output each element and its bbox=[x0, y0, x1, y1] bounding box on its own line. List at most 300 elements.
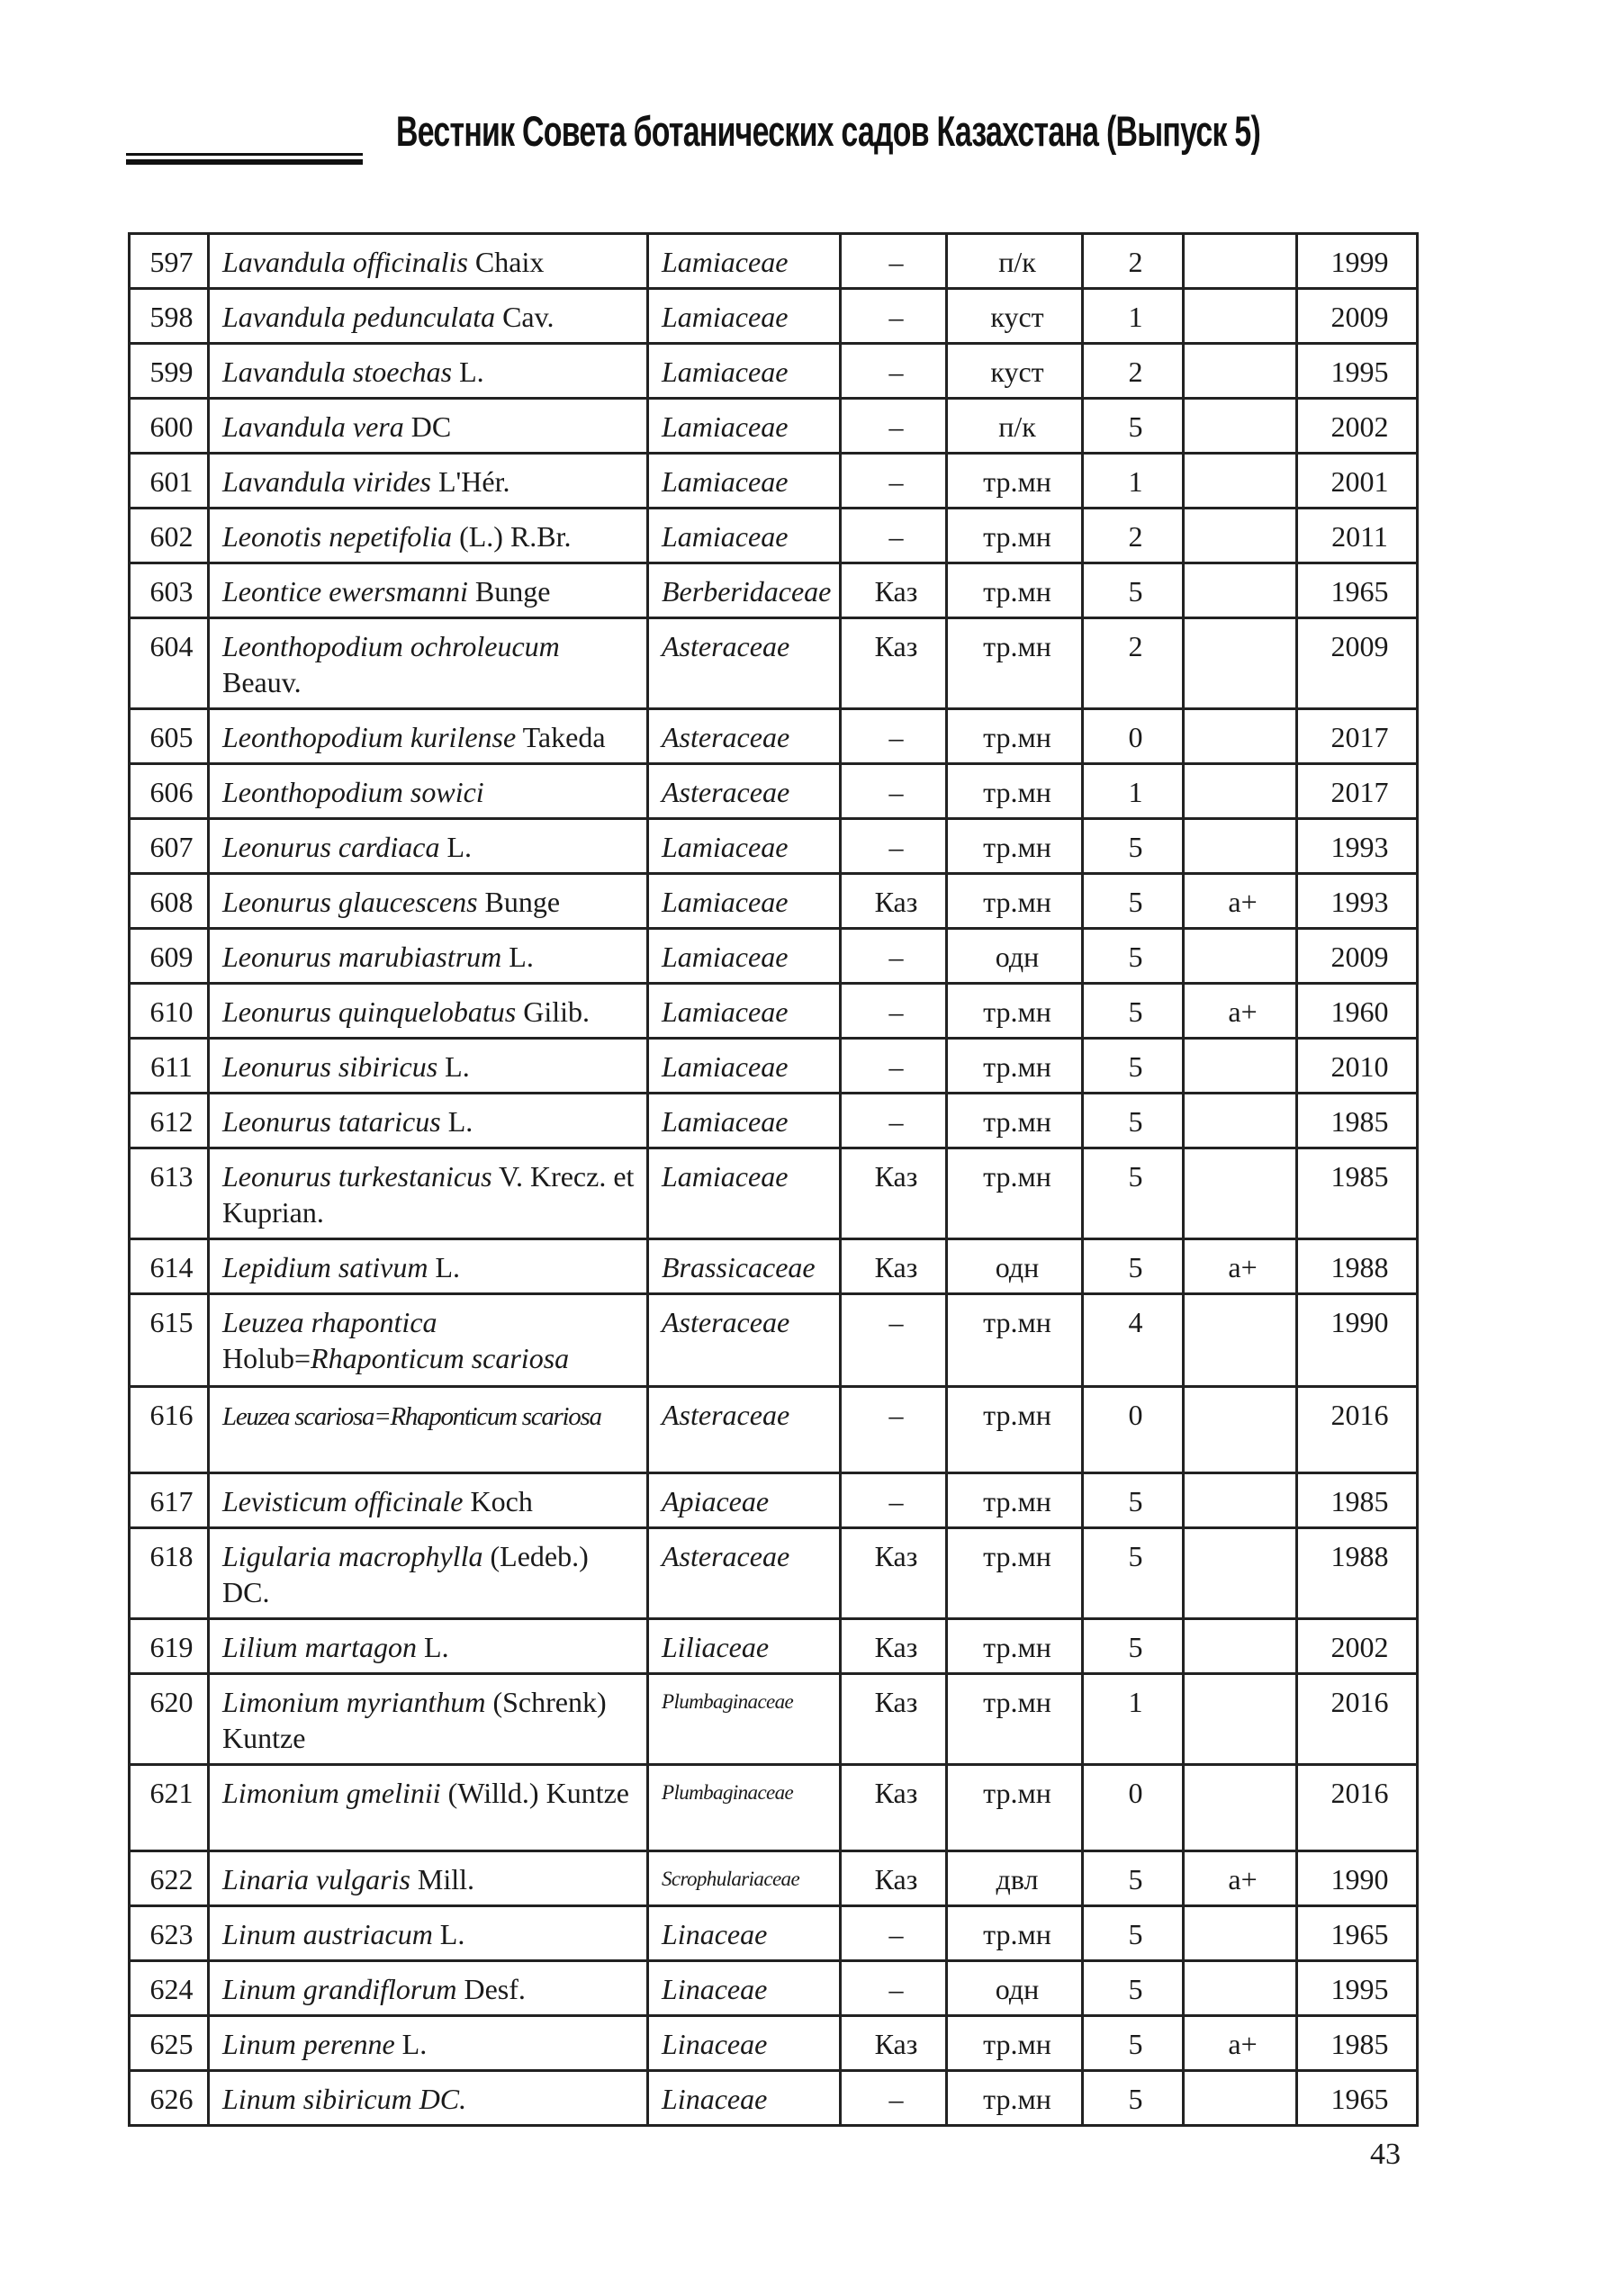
status-cell: – bbox=[841, 2071, 947, 2126]
table-row bbox=[130, 1473, 1418, 1528]
mark-cell bbox=[1184, 1387, 1297, 1473]
species-name bbox=[209, 1294, 648, 1387]
status-cell: – bbox=[841, 1294, 947, 1387]
life-form-cell: тр.мн bbox=[947, 984, 1083, 1039]
mark-cell bbox=[1184, 618, 1297, 709]
table-row bbox=[130, 344, 1418, 399]
score-cell: 2 bbox=[1083, 234, 1184, 289]
species-binomial: Limonium myrianthum bbox=[222, 1686, 486, 1718]
row-number: 609 bbox=[130, 929, 209, 984]
species-name bbox=[209, 1239, 648, 1294]
table-row bbox=[130, 1239, 1418, 1294]
row-number: 606 bbox=[130, 764, 209, 819]
status-cell: Каз bbox=[841, 1765, 947, 1851]
table-row bbox=[130, 509, 1418, 563]
life-form-cell: тр.мн bbox=[947, 1674, 1083, 1765]
status-cell: – bbox=[841, 1387, 947, 1473]
species-author: L. bbox=[401, 2028, 428, 2060]
family-name: Asteraceae bbox=[648, 709, 841, 764]
species-binomial: Leonotis nepetifolia bbox=[222, 520, 453, 553]
family-name: Berberidaceae bbox=[648, 563, 841, 618]
year-cell: 2017 bbox=[1297, 709, 1418, 764]
family-name: Asteraceae bbox=[648, 1387, 841, 1473]
species-author: Gilib. bbox=[523, 995, 591, 1028]
species-author: DC bbox=[410, 410, 452, 443]
score-cell: 5 bbox=[1083, 1039, 1184, 1094]
year-cell: 1985 bbox=[1297, 2016, 1418, 2071]
species-author: Bunge bbox=[474, 575, 551, 608]
status-cell: – bbox=[841, 1039, 947, 1094]
species-name bbox=[209, 1094, 648, 1148]
species-name bbox=[209, 344, 648, 399]
species-name bbox=[209, 1528, 648, 1619]
species-binomial: Leuzea scariosa=Rhaponticum scariosa bbox=[222, 1402, 601, 1431]
row-number: 601 bbox=[130, 454, 209, 509]
species-author: (Willd.) Kuntze bbox=[447, 1777, 629, 1809]
species-name bbox=[209, 929, 648, 984]
table-row bbox=[130, 1674, 1418, 1765]
species-name bbox=[209, 984, 648, 1039]
table-row bbox=[130, 874, 1418, 929]
year-cell: 1988 bbox=[1297, 1239, 1418, 1294]
year-cell: 1995 bbox=[1297, 344, 1418, 399]
status-cell: – bbox=[841, 764, 947, 819]
year-cell: 2011 bbox=[1297, 509, 1418, 563]
species-binomial: Linaria vulgaris bbox=[222, 1863, 410, 1895]
species-name bbox=[209, 1851, 648, 1906]
score-cell: 4 bbox=[1083, 1294, 1184, 1387]
table-row bbox=[130, 399, 1418, 454]
row-number: 613 bbox=[130, 1148, 209, 1239]
year-cell: 1985 bbox=[1297, 1148, 1418, 1239]
family-name: Asteraceae bbox=[648, 618, 841, 709]
species-name bbox=[209, 1619, 648, 1674]
row-number: 607 bbox=[130, 819, 209, 874]
score-cell: 1 bbox=[1083, 454, 1184, 509]
species-name bbox=[209, 1765, 648, 1851]
mark-cell: а+ bbox=[1184, 2016, 1297, 2071]
life-form-cell: тр.мн bbox=[947, 1765, 1083, 1851]
life-form-cell: тр.мн bbox=[947, 2016, 1083, 2071]
score-cell: 5 bbox=[1083, 1473, 1184, 1528]
status-cell: – bbox=[841, 819, 947, 874]
mark-cell bbox=[1184, 2071, 1297, 2126]
year-cell: 2016 bbox=[1297, 1674, 1418, 1765]
table-row bbox=[130, 289, 1418, 344]
species-name bbox=[209, 709, 648, 764]
life-form-cell: тр.мн bbox=[947, 1039, 1083, 1094]
species-synonym: Rhaponticum scariosa bbox=[311, 1342, 570, 1374]
status-cell: Каз bbox=[841, 2016, 947, 2071]
mark-cell: а+ bbox=[1184, 1239, 1297, 1294]
family-name: Lamiaceae bbox=[648, 929, 841, 984]
species-name bbox=[209, 819, 648, 874]
mark-cell: а+ bbox=[1184, 1851, 1297, 1906]
table-row bbox=[130, 1039, 1418, 1094]
table-row bbox=[130, 2071, 1418, 2126]
table-row bbox=[130, 618, 1418, 709]
species-binomial: Lavandula stoechas bbox=[222, 356, 453, 388]
table-row bbox=[130, 1387, 1418, 1473]
life-form-cell: одн bbox=[947, 1239, 1083, 1294]
table-row bbox=[130, 2016, 1418, 2071]
life-form-cell: п/к bbox=[947, 399, 1083, 454]
family-name: Linaceae bbox=[648, 2071, 841, 2126]
mark-cell bbox=[1184, 1674, 1297, 1765]
mark-cell bbox=[1184, 1765, 1297, 1851]
life-form-cell: тр.мн bbox=[947, 1473, 1083, 1528]
life-form-cell: тр.мн bbox=[947, 563, 1083, 618]
species-binomial: Leonthopodium kurilense bbox=[222, 721, 517, 753]
year-cell: 1985 bbox=[1297, 1473, 1418, 1528]
year-cell: 2016 bbox=[1297, 1765, 1418, 1851]
score-cell: 5 bbox=[1083, 1239, 1184, 1294]
row-number: 626 bbox=[130, 2071, 209, 2126]
year-cell: 1993 bbox=[1297, 874, 1418, 929]
species-name bbox=[209, 618, 648, 709]
life-form-cell: тр.мн bbox=[947, 1294, 1083, 1387]
row-number: 621 bbox=[130, 1765, 209, 1851]
mark-cell: а+ bbox=[1184, 874, 1297, 929]
score-cell: 5 bbox=[1083, 819, 1184, 874]
status-cell: – bbox=[841, 709, 947, 764]
mark-cell bbox=[1184, 1039, 1297, 1094]
mark-cell bbox=[1184, 709, 1297, 764]
score-cell: 2 bbox=[1083, 618, 1184, 709]
species-author: L. bbox=[439, 1918, 465, 1950]
score-cell: 5 bbox=[1083, 2016, 1184, 2071]
species-binomial: Leonthopodium ochroleucum bbox=[222, 630, 560, 662]
status-cell: Каз bbox=[841, 1239, 947, 1294]
score-cell: 5 bbox=[1083, 563, 1184, 618]
row-number: 605 bbox=[130, 709, 209, 764]
row-number: 597 bbox=[130, 234, 209, 289]
species-author: (L.) R.Br. bbox=[459, 520, 572, 553]
family-name: Plumbaginaceae bbox=[648, 1765, 841, 1851]
header-rule bbox=[126, 153, 363, 165]
family-name: Brassicaceae bbox=[648, 1239, 841, 1294]
species-name bbox=[209, 874, 648, 929]
score-cell: 1 bbox=[1083, 764, 1184, 819]
species-author: L. bbox=[445, 1050, 470, 1083]
species-name bbox=[209, 1148, 648, 1239]
life-form-cell: тр.мн bbox=[947, 618, 1083, 709]
status-cell: Каз bbox=[841, 1148, 947, 1239]
family-name: Lamiaceae bbox=[648, 1094, 841, 1148]
species-binomial: Leonthopodium sowici bbox=[222, 776, 484, 808]
table-row bbox=[130, 709, 1418, 764]
score-cell: 5 bbox=[1083, 1094, 1184, 1148]
year-cell: 2009 bbox=[1297, 289, 1418, 344]
table-row bbox=[130, 234, 1418, 289]
year-cell: 1965 bbox=[1297, 2071, 1418, 2126]
species-name bbox=[209, 1674, 648, 1765]
row-number: 623 bbox=[130, 1906, 209, 1961]
score-cell: 5 bbox=[1083, 984, 1184, 1039]
status-cell: Каз bbox=[841, 1619, 947, 1674]
status-cell: – bbox=[841, 289, 947, 344]
mark-cell bbox=[1184, 1148, 1297, 1239]
table-row bbox=[130, 563, 1418, 618]
year-cell: 2009 bbox=[1297, 618, 1418, 709]
family-name: Lamiaceae bbox=[648, 819, 841, 874]
score-cell: 5 bbox=[1083, 929, 1184, 984]
year-cell: 2017 bbox=[1297, 764, 1418, 819]
status-cell: – bbox=[841, 509, 947, 563]
life-form-cell: тр.мн bbox=[947, 709, 1083, 764]
table-row bbox=[130, 1528, 1418, 1619]
life-form-cell: куст bbox=[947, 344, 1083, 399]
family-name: Lamiaceae bbox=[648, 289, 841, 344]
row-number: 622 bbox=[130, 1851, 209, 1906]
table-row bbox=[130, 1294, 1418, 1387]
row-number: 611 bbox=[130, 1039, 209, 1094]
row-number: 600 bbox=[130, 399, 209, 454]
life-form-cell: п/к bbox=[947, 234, 1083, 289]
row-number: 612 bbox=[130, 1094, 209, 1148]
life-form-cell: одн bbox=[947, 1961, 1083, 2016]
family-name: Linaceae bbox=[648, 2016, 841, 2071]
species-binomial: Leonurus sibiricus bbox=[222, 1050, 438, 1083]
year-cell: 1965 bbox=[1297, 563, 1418, 618]
score-cell: 0 bbox=[1083, 709, 1184, 764]
status-cell: – bbox=[841, 234, 947, 289]
species-binomial: Lavandula officinalis bbox=[222, 246, 468, 278]
family-name: Lamiaceae bbox=[648, 984, 841, 1039]
mark-cell bbox=[1184, 454, 1297, 509]
year-cell: 2002 bbox=[1297, 1619, 1418, 1674]
year-cell: 2009 bbox=[1297, 929, 1418, 984]
life-form-cell: тр.мн bbox=[947, 1387, 1083, 1473]
table-row bbox=[130, 819, 1418, 874]
species-name bbox=[209, 1961, 648, 2016]
species-author: Beauv. bbox=[222, 666, 302, 698]
score-cell: 1 bbox=[1083, 289, 1184, 344]
life-form-cell: тр.мн bbox=[947, 1094, 1083, 1148]
species-author: Chaix bbox=[474, 246, 545, 278]
life-form-cell: тр.мн bbox=[947, 874, 1083, 929]
species-name bbox=[209, 1906, 648, 1961]
species-name bbox=[209, 563, 648, 618]
row-number: 614 bbox=[130, 1239, 209, 1294]
status-cell: Каз bbox=[841, 563, 947, 618]
score-cell: 2 bbox=[1083, 509, 1184, 563]
table-row bbox=[130, 1765, 1418, 1851]
species-binomial: Levisticum officinale bbox=[222, 1485, 464, 1517]
species-author: L'Hér. bbox=[437, 465, 510, 498]
life-form-cell: тр.мн bbox=[947, 819, 1083, 874]
row-number: 599 bbox=[130, 344, 209, 399]
life-form-cell: двл bbox=[947, 1851, 1083, 1906]
score-cell: 5 bbox=[1083, 1906, 1184, 1961]
species-binomial: Leonurus tataricus bbox=[222, 1105, 441, 1138]
score-cell: 5 bbox=[1083, 1528, 1184, 1619]
mark-cell bbox=[1184, 819, 1297, 874]
species-author: Desf. bbox=[464, 1973, 526, 2005]
mark-cell bbox=[1184, 1961, 1297, 2016]
species-binomial: Lavandula vera bbox=[222, 410, 404, 443]
species-binomial: Leontice ewersmanni bbox=[222, 575, 468, 608]
species-binomial: Lavandula virides bbox=[222, 465, 431, 498]
species-name bbox=[209, 234, 648, 289]
mark-cell bbox=[1184, 1906, 1297, 1961]
status-cell: Каз bbox=[841, 618, 947, 709]
row-number: 616 bbox=[130, 1387, 209, 1473]
status-cell: – bbox=[841, 399, 947, 454]
species-binomial: Leuzea rhapontica bbox=[222, 1306, 437, 1338]
life-form-cell: тр.мн bbox=[947, 2071, 1083, 2126]
table-row bbox=[130, 764, 1418, 819]
species-name bbox=[209, 454, 648, 509]
table-row bbox=[130, 929, 1418, 984]
status-cell: – bbox=[841, 454, 947, 509]
journal-title: Вестник Совета ботанических садов Казахстана (Выпуск 5) bbox=[396, 107, 1261, 155]
family-name: Lamiaceae bbox=[648, 399, 841, 454]
mark-cell bbox=[1184, 1619, 1297, 1674]
species-author: L. bbox=[446, 831, 473, 863]
species-binomial: Lavandula pedunculata bbox=[222, 301, 496, 333]
species-author: Cav. bbox=[502, 301, 555, 333]
status-cell: – bbox=[841, 984, 947, 1039]
mark-cell bbox=[1184, 234, 1297, 289]
year-cell: 1965 bbox=[1297, 1906, 1418, 1961]
species-binomial: Leonurus quinquelobatus bbox=[222, 995, 517, 1028]
family-name: Linaceae bbox=[648, 1961, 841, 2016]
species-binomial: Linum grandiflorum bbox=[222, 1973, 457, 2005]
row-number: 617 bbox=[130, 1473, 209, 1528]
mark-cell bbox=[1184, 1294, 1297, 1387]
species-author: (Ledeb.) DC. bbox=[222, 1540, 589, 1608]
family-name: Linaceae bbox=[648, 1906, 841, 1961]
table-row bbox=[130, 454, 1418, 509]
species-author: L. bbox=[447, 1105, 473, 1138]
year-cell: 2002 bbox=[1297, 399, 1418, 454]
species-author: Koch bbox=[470, 1485, 533, 1517]
life-form-cell: тр.мн bbox=[947, 1528, 1083, 1619]
species-name bbox=[209, 1387, 648, 1473]
species-author: L. bbox=[424, 1631, 449, 1663]
family-name: Lamiaceae bbox=[648, 454, 841, 509]
species-binomial: Linum austriacum bbox=[222, 1918, 433, 1950]
table-row bbox=[130, 1619, 1418, 1674]
species-name bbox=[209, 2016, 648, 2071]
mark-cell bbox=[1184, 509, 1297, 563]
mark-cell bbox=[1184, 563, 1297, 618]
life-form-cell: тр.мн bbox=[947, 1619, 1083, 1674]
life-form-cell: куст bbox=[947, 289, 1083, 344]
table-row bbox=[130, 1148, 1418, 1239]
species-author: Bunge bbox=[484, 886, 561, 918]
family-name: Lamiaceae bbox=[648, 344, 841, 399]
score-cell: 5 bbox=[1083, 1961, 1184, 2016]
year-cell: 1993 bbox=[1297, 819, 1418, 874]
species-binomial: Lepidium sativum bbox=[222, 1251, 428, 1283]
species-binomial: Leonurus glaucescens bbox=[222, 886, 478, 918]
mark-cell bbox=[1184, 1528, 1297, 1619]
mark-cell bbox=[1184, 399, 1297, 454]
row-number: 610 bbox=[130, 984, 209, 1039]
family-name: Asteraceae bbox=[648, 764, 841, 819]
row-number: 603 bbox=[130, 563, 209, 618]
family-name: Asteraceae bbox=[648, 1294, 841, 1387]
score-cell: 5 bbox=[1083, 1851, 1184, 1906]
status-cell: Каз bbox=[841, 1528, 947, 1619]
row-number: 598 bbox=[130, 289, 209, 344]
life-form-cell: тр.мн bbox=[947, 509, 1083, 563]
score-cell: 5 bbox=[1083, 2071, 1184, 2126]
table-row bbox=[130, 1906, 1418, 1961]
year-cell: 1990 bbox=[1297, 1851, 1418, 1906]
species-name bbox=[209, 1473, 648, 1528]
species-author: L. bbox=[459, 356, 484, 388]
table-row bbox=[130, 1961, 1418, 2016]
species-name bbox=[209, 509, 648, 563]
family-name: Lamiaceae bbox=[648, 509, 841, 563]
family-name: Lamiaceae bbox=[648, 234, 841, 289]
species-name bbox=[209, 1039, 648, 1094]
table-row bbox=[130, 1094, 1418, 1148]
family-name: Plumbaginaceae bbox=[648, 1674, 841, 1765]
row-number: 615 bbox=[130, 1294, 209, 1387]
mark-cell bbox=[1184, 289, 1297, 344]
status-cell: Каз bbox=[841, 874, 947, 929]
species-binomial: Leonurus cardiaca bbox=[222, 831, 440, 863]
mark-cell bbox=[1184, 1473, 1297, 1528]
mark-cell bbox=[1184, 929, 1297, 984]
status-cell: – bbox=[841, 1906, 947, 1961]
life-form-cell: тр.мн bbox=[947, 1148, 1083, 1239]
score-cell: 0 bbox=[1083, 1765, 1184, 1851]
year-cell: 2001 bbox=[1297, 454, 1418, 509]
score-cell: 1 bbox=[1083, 1674, 1184, 1765]
row-number: 604 bbox=[130, 618, 209, 709]
year-cell: 1999 bbox=[1297, 234, 1418, 289]
page-number: 43 bbox=[1370, 2138, 1401, 2171]
life-form-cell: тр.мн bbox=[947, 454, 1083, 509]
species-name bbox=[209, 764, 648, 819]
species-author: Takeda bbox=[522, 721, 606, 753]
family-name: Lamiaceae bbox=[648, 1039, 841, 1094]
row-number: 608 bbox=[130, 874, 209, 929]
species-author: V. Krecz. et Kuprian. bbox=[222, 1160, 635, 1229]
life-form-cell: тр.мн bbox=[947, 764, 1083, 819]
status-cell: – bbox=[841, 1473, 947, 1528]
row-number: 624 bbox=[130, 1961, 209, 2016]
species-binomial: Linum perenne bbox=[222, 2028, 395, 2060]
year-cell: 1995 bbox=[1297, 1961, 1418, 2016]
mark-cell bbox=[1184, 1094, 1297, 1148]
year-cell: 1990 bbox=[1297, 1294, 1418, 1387]
species-binomial: Leonurus marubiastrum bbox=[222, 941, 502, 973]
family-name: Scrophulariaceae bbox=[648, 1851, 841, 1906]
species-author: L. bbox=[509, 941, 534, 973]
family-name: Asteraceae bbox=[648, 1528, 841, 1619]
score-cell: 2 bbox=[1083, 344, 1184, 399]
year-cell: 2010 bbox=[1297, 1039, 1418, 1094]
score-cell: 5 bbox=[1083, 874, 1184, 929]
status-cell: – bbox=[841, 1094, 947, 1148]
row-number: 602 bbox=[130, 509, 209, 563]
species-table bbox=[128, 232, 1419, 2127]
family-name: Apiaceae bbox=[648, 1473, 841, 1528]
status-cell: – bbox=[841, 1961, 947, 2016]
year-cell: 1988 bbox=[1297, 1528, 1418, 1619]
species-binomial: Limonium gmelinii bbox=[222, 1777, 441, 1809]
year-cell: 1960 bbox=[1297, 984, 1418, 1039]
species-name bbox=[209, 289, 648, 344]
species-binomial: Leonurus turkestanicus bbox=[222, 1160, 492, 1193]
year-cell: 1985 bbox=[1297, 1094, 1418, 1148]
